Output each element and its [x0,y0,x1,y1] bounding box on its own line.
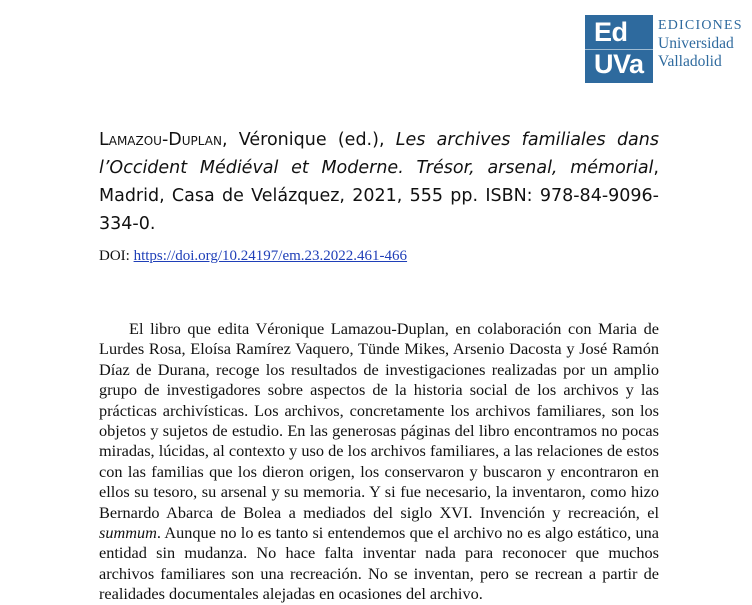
logo-line-valladolid-c: olid [697,53,722,70]
logo-line-valladolid-a: Valla [658,53,690,70]
review-body [99,319,659,605]
paragraph-text-1: El libro que edita Véronique Lamazou-Duplan, en colaboración con Maria de Lurdes Rosa, Eloísa Ramírez Vaquero, Tünde Mikes, Arsenio Dacosta y José Ramón Díaz de Durana, recoge los resultados de investigaciones realizadas por un amplio grupo de investigadores sobre aspectos de la historia social de los archivos y las prácticas archivísticas. Los archivos, concretamente los archivos familiares, son los objetos y sujetos de estudio. En las generosas páginas del libro encontramos no pocas miradas, lúcidas, al contexto y uso de los archivos familiares, a las relaciones de estos con las familias que los dieron origen, los conservaron y buscaron y encontraron en ellos su tesoro, su arsenal y su memoria. Y si fue necesario, la inventaron, como hizo Bernardo Abarca de Bolea a mediados del siglo XVI. Invención y recreación, el [99,319,659,522]
logo-wordmark [658,17,743,71]
author-surname: Lamazou-Duplan [99,130,222,150]
book-title: Les archives familiales dans l’Occident Médiéval et Moderne. Trésor, arsenal, mémorial [99,130,659,178]
publication-details: , Madrid, Casa de Velázquez, 2021, 555 pp. ISBN: 978-84-9096-334-0. [99,158,659,234]
publisher-logo [585,15,750,83]
doi-link[interactable]: https://doi.org/10.24197/em.23.2022.461-466 [133,248,408,264]
logo-mark-top: Ed [594,17,628,47]
logo-line-valladolid-b: d [689,53,698,70]
paragraph-italic-term: summum [99,523,157,543]
doi-line [99,248,407,265]
doi-label: DOI: [99,248,134,264]
bibliographic-reference [99,126,659,238]
logo-line-universidad: Universidad [658,35,734,52]
paragraph-text-2: . Aunque no lo es tanto si entendemos que el archivo no es algo estático, una entidad sin mudanza. No hace falta inventar nada para reconocer que muchos archivos familiares son una recreación. No se inventan, pero se recrean a partir de realidades documentales alejadas en ocasiones del archivo. [99,523,659,604]
logo-mark [585,15,653,83]
review-paragraph [99,319,659,605]
logo-mark-bottom: UVa [594,49,644,79]
logo-line-valladolid [658,53,743,71]
author-name: , Véronique (ed.), [221,130,396,150]
logo-line-ediciones: EDICIONES [658,18,743,33]
